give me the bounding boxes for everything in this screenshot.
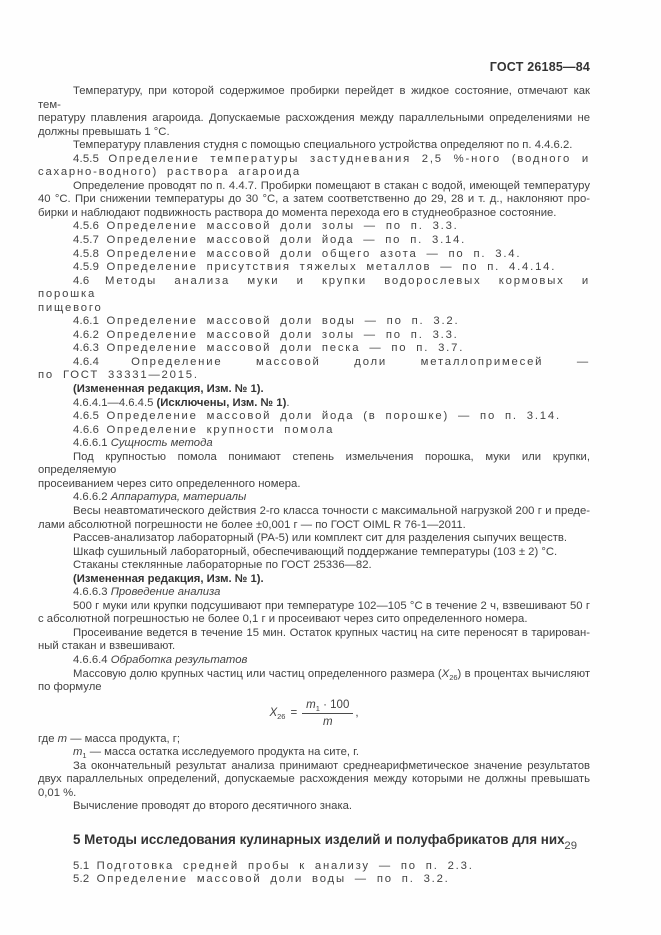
text-line: 4.6 Методы анализа муки и крупки водорослевых кормовых и порошка	[38, 274, 590, 301]
text-line: 4.6.6.4 Обработка результатов	[73, 653, 248, 666]
section5-text-block	[38, 860, 590, 887]
text-line: 4.6.1 Определение массовой доли воды — по п. 3.2.	[73, 315, 460, 328]
page-number: 29	[564, 840, 577, 852]
text-line: 5.2 Определение массовой доли воды — по п. 3.2.	[73, 873, 450, 886]
text-line: 4.6.6 Определение крупности помола	[73, 423, 335, 436]
text-line: лами абсолютной погрешности не более ±0,001 г — по ГОСТ OIML R 76-1—2011.	[38, 518, 466, 531]
text-line: $m_1$ — масса остатка исследуемого продукта на сите, г.	[73, 746, 360, 761]
text-line: Под крупностью помола понимают степень измельчения порошка, муки или крупки, определяемую	[38, 450, 590, 477]
text-line: должны превышать 1 °С.	[38, 125, 170, 138]
text-line: с абсолютной погрешностью не более 0,1 г и просеивают через сито определенного номера.	[38, 613, 528, 626]
text-line: Массовую долю крупных частиц или частиц определенного размера $(X_{26})$ в процентах вычисляют	[73, 667, 590, 682]
text-line: бирки и наблюдают подвижность раствора до момента перехода его в студнеобразное состояние.	[38, 206, 557, 219]
text-line: 4.5.8 Определение массовой доли общего азота — по п. 3.4.	[73, 247, 522, 260]
text-line: Просеивание ведется в течение 15 мин. Остаток крупных частиц на сите переносят в тарирован-	[73, 626, 590, 639]
text-line: 4.5.9 Определение присутствия тяжелых металлов — по п. 4.4.14.	[73, 261, 557, 274]
text-column	[38, 60, 590, 887]
text-line: 5.1 Подготовка средней пробы к анализу — по п. 2.3.	[73, 859, 474, 872]
formula	[269, 699, 358, 728]
text-line: Весы неавтоматического действия 2-го класса точности с максимальной нагрузкой 200 г и преде-	[73, 504, 590, 517]
formula-comma: ,	[355, 707, 359, 720]
text-line: Шкаф сушильный лабораторный, обеспечивающий поддержание температуры (103 ± 2) °С.	[73, 545, 558, 558]
text-line: 4.6.4 Определение массовой доли металлопримесей —	[73, 355, 591, 368]
equals-sign: =	[290, 707, 298, 720]
text-line: 4.5.6 Определение массовой доли золы — по п. 3.3.	[73, 220, 459, 233]
text-line: по ГОСТ 33331—2015.	[38, 369, 199, 382]
text-line: 4.6.4.1—4.6.4.5 (Исключены, Изм. № 1).	[73, 396, 290, 409]
text-line: по формуле	[38, 681, 102, 694]
text-line: пищевого	[38, 301, 103, 314]
text-line: 40 °С. При снижении температуры до 30 °С, а затем соответственно до 29, 28 и т. д., наклоняют про-	[38, 193, 590, 206]
text-line: пературу плавления агароида. Допускаемые расхождения между параллельными определениями не	[38, 112, 590, 125]
text-line: За окончательный результат анализа принимают среднеарифметическое значение результатов	[73, 759, 590, 772]
text-line: Вычисление проводят до второго десятичного знака.	[73, 800, 353, 813]
text-line: ный стакан и взвешивают.	[38, 640, 176, 653]
text-line: где m — масса продукта, г;	[38, 732, 181, 745]
text-line: Температуру, при которой содержимое пробирки перейдет в жидкое состояние, отмечают как тем-	[38, 85, 590, 111]
text-line: 4.6.6.1 Сущность метода	[73, 437, 213, 450]
text-line: 500 г муки или крупки подсушивают при температуре 102—105 °С в течение 2 ч, взвешивают 50 г	[73, 599, 590, 612]
text-line: (Измененная редакция, Изм. № 1).	[73, 572, 264, 585]
text-line: Определение проводят по п. 4.4.7. Пробирки помещают в стакан с водой, имеющей температуру	[73, 179, 590, 192]
body-text-block	[38, 85, 590, 695]
section-heading: 5 Методы исследования кулинарных изделий и полуфабрикатов для них	[73, 831, 565, 847]
text-line: Стаканы стеклянные лабораторные по ГОСТ 25336—82.	[73, 559, 372, 572]
text-line: (Измененная редакция, Изм. № 1).	[73, 383, 264, 396]
text-line: 4.5.5 Определение температуры застудневания 2,5 %-ного (водного и	[73, 152, 591, 165]
text-line: 4.6.3 Определение массовой доли песка — по п. 3.7.	[73, 342, 465, 355]
text-line: двух параллельных определений, допускаемые расхождения между которыми не должны превышать	[38, 773, 590, 786]
text-line: 4.5.7 Определение массовой доли йода — по п. 3.14.	[73, 234, 467, 247]
formula-lhs: $X_{26}$	[269, 707, 286, 722]
text-line: Рассев-анализатор лабораторный (РА-5) или комплект сит для разделения сыпучих веществ.	[73, 532, 568, 545]
fraction	[302, 699, 353, 728]
fraction-numerator: $m_1 \cdot 100$	[302, 699, 353, 714]
text-line: 4.6.6.3 Проведение анализа	[73, 586, 221, 599]
text-line: 4.6.5 Определение массовой доли йода (в порошке) — по п. 3.14.	[73, 410, 561, 423]
formula-block	[38, 699, 590, 728]
text-line: 0,01 %.	[38, 786, 77, 799]
standard-number-header: ГОСТ 26185—84	[489, 60, 590, 74]
text-line: 4.6.6.2 Аппаратура, материалы	[73, 491, 247, 504]
text-line: сахарно-водного) раствора агароида	[38, 166, 302, 179]
text-line: 4.6.2 Определение массовой доли золы — по п. 3.3.	[73, 328, 459, 341]
text-line: просеиванием через сито определенного номера.	[38, 477, 301, 490]
text-line: Температуру плавления студня с помощью специального устройства определяют по п. 4.4.6.2.	[73, 139, 573, 152]
fraction-denominator: m	[322, 715, 333, 728]
explanation-text-block	[38, 733, 590, 814]
